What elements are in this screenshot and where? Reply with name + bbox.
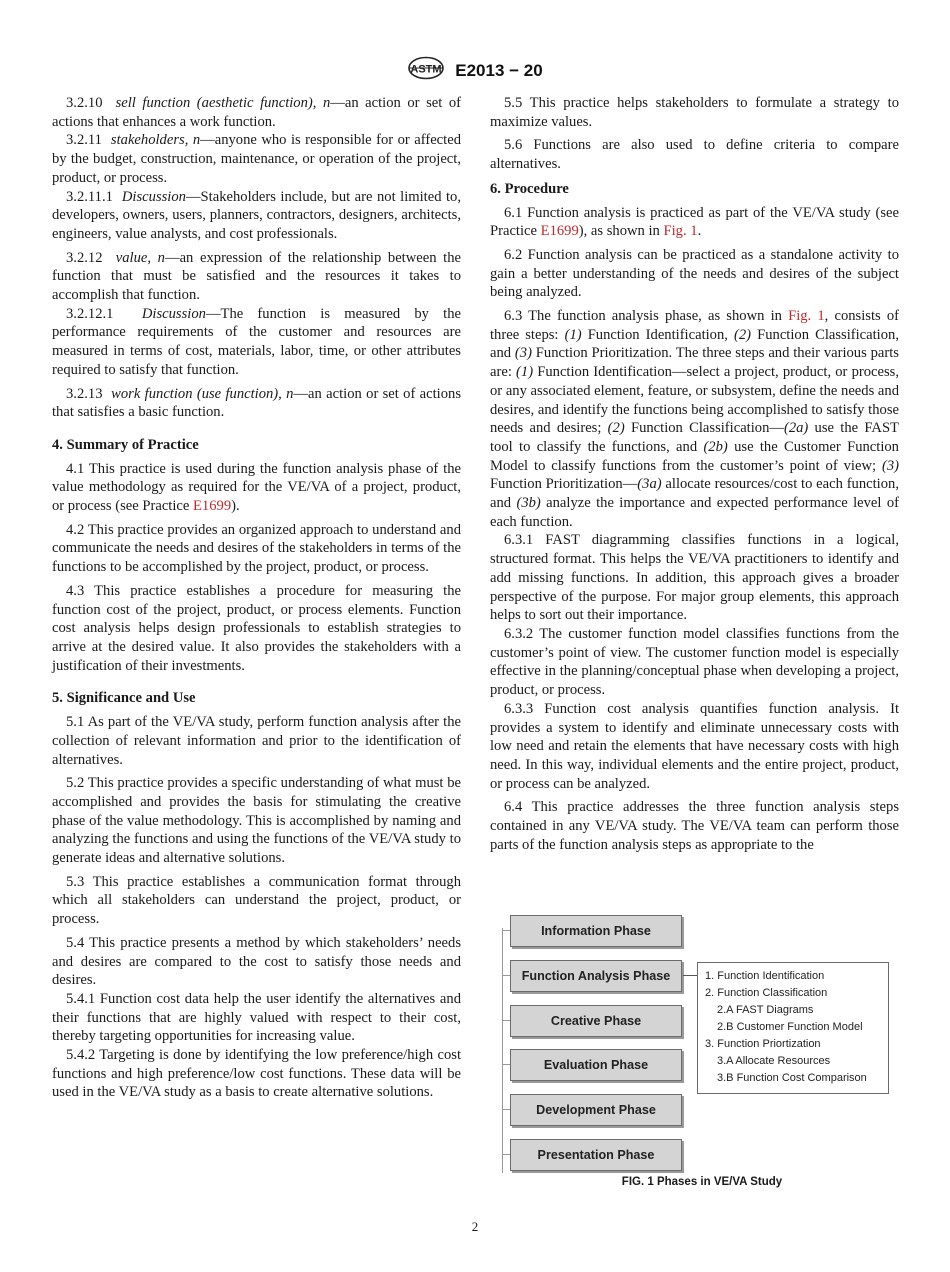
- phase-creative: Creative Phase: [510, 1005, 682, 1037]
- link-e1699[interactable]: E1699: [193, 498, 232, 515]
- step-item: 2.B Customer Function Model: [717, 1021, 863, 1033]
- figure-1-phases: [496, 905, 908, 1201]
- paragraph-5-4-1: 5.4.1 Function cost data help the user identify the alternatives and their functions that are highly valued with respect to their cost, thereby targeting opportunities for increasing value.: [52, 990, 461, 1045]
- phase-connector-line: [502, 928, 503, 1173]
- phase-tick: [502, 1154, 510, 1155]
- phase-evaluation: Evaluation Phase: [510, 1049, 682, 1081]
- paragraph-4-3: 4.3 This practice establishes a procedure for measuring the function cost of the project, product, or process elements. Function cost analysis helps design professionals to establish strategies to arrive at the desired value. It also provides the stakeholders with a justification of their investments.: [52, 582, 461, 674]
- paragraph-6-3-3: 6.3.3 Function cost analysis quantifies function analysis. It provides a system to identify and eliminate unnecessary costs with low need and retain the elements that have necessary costs with high need. In this way, individual elements and the entire project, product, or process can be analyzed.: [490, 700, 899, 792]
- section-heading-5: 5. Significance and Use: [52, 690, 196, 707]
- function-analysis-connector: [683, 975, 697, 976]
- link-e1699[interactable]: E1699: [540, 223, 579, 240]
- paragraph-6-3: 6.3 The function analysis phase, as shown in Fig. 1, consists of three steps: (1) Function Identification, (2) Function Classification, and (3) Function Prioritization. The three steps and their various parts are: (1) Function Identification—select a project, product, or process, or any associated element, feature, or subsystem, define the needs and desires, and identify the functions being accomplished to satisfy those needs and desires; (2) Function Classification—(2a) use the FAST tool to classify the functions, and (2b) use the Customer Function Model to classify functions from the customer’s point of view; (3) Function Prioritization—(3a) allocate resources/cost to each function, and (3b) analyze the importance and expected performance level of each function.: [490, 308, 899, 530]
- paragraph-6-3-1: 6.3.1 FAST diagramming classifies functions in a logical, structured format. This helps the VE/VA practitioners to identify and add missing functions. In addition, this approach gives a broader perspective of the purpose. For major group elements, this approach helps to sort out their importance.: [490, 532, 899, 624]
- link-fig-1[interactable]: Fig. 1: [663, 223, 698, 240]
- paragraph-3-2-13: 3.2.13 work function (use function), n—an action or set of actions that satisfies a basic function.: [52, 385, 461, 421]
- paragraph-3-2-12-1: 3.2.12.1 Discussion—The function is measured by the performance requirements of the customer and resources are measured in terms of cost, materials, labor, time, or other attributes required to satisfy that function.: [52, 305, 462, 378]
- phase-tick: [502, 975, 510, 976]
- page-number: 2: [471, 1219, 479, 1234]
- phase-development: Development Phase: [510, 1094, 682, 1126]
- step-item: 3. Function Priortization: [705, 1038, 821, 1050]
- svg-text:ASTM: ASTM: [410, 63, 442, 76]
- phase-tick: [502, 1064, 510, 1065]
- paragraph-6-4: 6.4 This practice addresses the three function analysis steps contained in any VE/VA study. The VE/VA team can perform those parts of the function analysis steps as appropriate to the: [490, 799, 899, 853]
- paragraph-5-2: 5.2 This practice provides a specific understanding of what must be accomplished and provides the basis for stimulating the creative phase of the value methodology. This is accomplished by naming and analyzing the functions and using the functions of the VE/VA study to generate ideas and alternative solutions.: [52, 775, 461, 867]
- paragraph-3-2-11: 3.2.11 stakeholders, n—anyone who is responsible for or affected by the budget, construction, maintenance, or operation of the project, product, or process.: [52, 132, 461, 186]
- section-heading-4: 4. Summary of Practice: [52, 436, 199, 453]
- step-item: 3.B Function Cost Comparison: [717, 1072, 867, 1084]
- paragraph-5-6: 5.6 Functions are also used to define criteria to compare alternatives.: [490, 137, 899, 173]
- paragraph-3-2-12: 3.2.12 value, n—an expression of the relationship between the function that must be satisfied and the resources it takes to accomplish that function.: [52, 249, 461, 304]
- paragraph-3-2-11-1: 3.2.11.1 Discussion—Stakeholders include, but are not limited to, developers, owners, users, planners, contractors, designers, architects, engineers, value analysts, and cost professionals.: [52, 188, 461, 242]
- step-item: 3.A Allocate Resources: [717, 1055, 831, 1067]
- step-item: 1. Function Identification: [705, 970, 825, 982]
- paragraph-4-1: 4.1 This practice is used during the function analysis phase of the value methodology as required for the VE/VA of a project, product, or process (see Practice E1699).: [52, 460, 461, 515]
- paragraph-3-2-10: 3.2.10 sell function (aesthetic function), n—an action or set of actions that enhances a work function.: [52, 95, 461, 130]
- paragraph-5-5: 5.5 This practice helps stakeholders to formulate a strategy to maximize values.: [490, 95, 899, 130]
- phase-function-analysis: Function Analysis Phase: [510, 960, 682, 992]
- astm-logo-icon: [407, 56, 445, 85]
- page-header: [0, 56, 950, 85]
- paragraph-4-2: 4.2 This practice provides an organized approach to understand and communicate the needs and desires of the stakeholders in terms of the functions to be accomplished by the project, product, or process.: [52, 521, 461, 576]
- phase-tick: [502, 1109, 510, 1110]
- step-item: 2.A FAST Diagrams: [717, 1004, 814, 1016]
- function-analysis-steps-box: [697, 962, 889, 1094]
- paragraph-5-4-2: 5.4.2 Targeting is done by identifying the low preference/high cost functions and high preference/low cost functions. These data will be used in the VE/VA study as a basis to create alternative solutions.: [52, 1047, 461, 1101]
- phase-information: Information Phase: [510, 915, 682, 947]
- paragraph-6-2: 6.2 Function analysis can be practiced as a standalone activity to gain a better understanding of the needs and desires of the subject being analyzed.: [490, 246, 899, 301]
- figure-caption: FIG. 1 Phases in VE/VA Study: [621, 1176, 783, 1188]
- link-fig-1[interactable]: Fig. 1: [788, 308, 825, 325]
- paragraph-5-1: 5.1 As part of the VE/VA study, perform function analysis after the collection of relevant information and prior to the identification of alternatives.: [52, 714, 461, 768]
- paragraph-6-1: 6.1 Function analysis is practiced as part of the VE/VA study (see Practice E1699), as shown in Fig. 1.: [490, 204, 899, 240]
- paragraph-5-4: 5.4 This practice presents a method by which stakeholders’ needs and desires are compared to the cost to satisfy those needs and desires.: [52, 934, 461, 989]
- paragraph-6-3-2: 6.3.2 The customer function model classifies functions from the customer’s point of view. The customer function model is especially effective in the planning/conceptual phase when developing a project, product, or process.: [490, 625, 899, 699]
- right-column: [490, 94, 899, 859]
- phase-tick: [502, 930, 510, 931]
- left-column: [52, 94, 461, 1107]
- step-item: 2. Function Classification: [705, 987, 828, 999]
- phase-tick: [502, 1020, 510, 1021]
- phase-presentation: Presentation Phase: [510, 1139, 682, 1171]
- paragraph-5-3: 5.3 This practice establishes a communication format through which all stakeholders can understand the project, product, or process.: [52, 873, 461, 928]
- section-heading-6: 6. Procedure: [490, 180, 569, 197]
- document-id: E2013 − 20: [455, 60, 543, 80]
